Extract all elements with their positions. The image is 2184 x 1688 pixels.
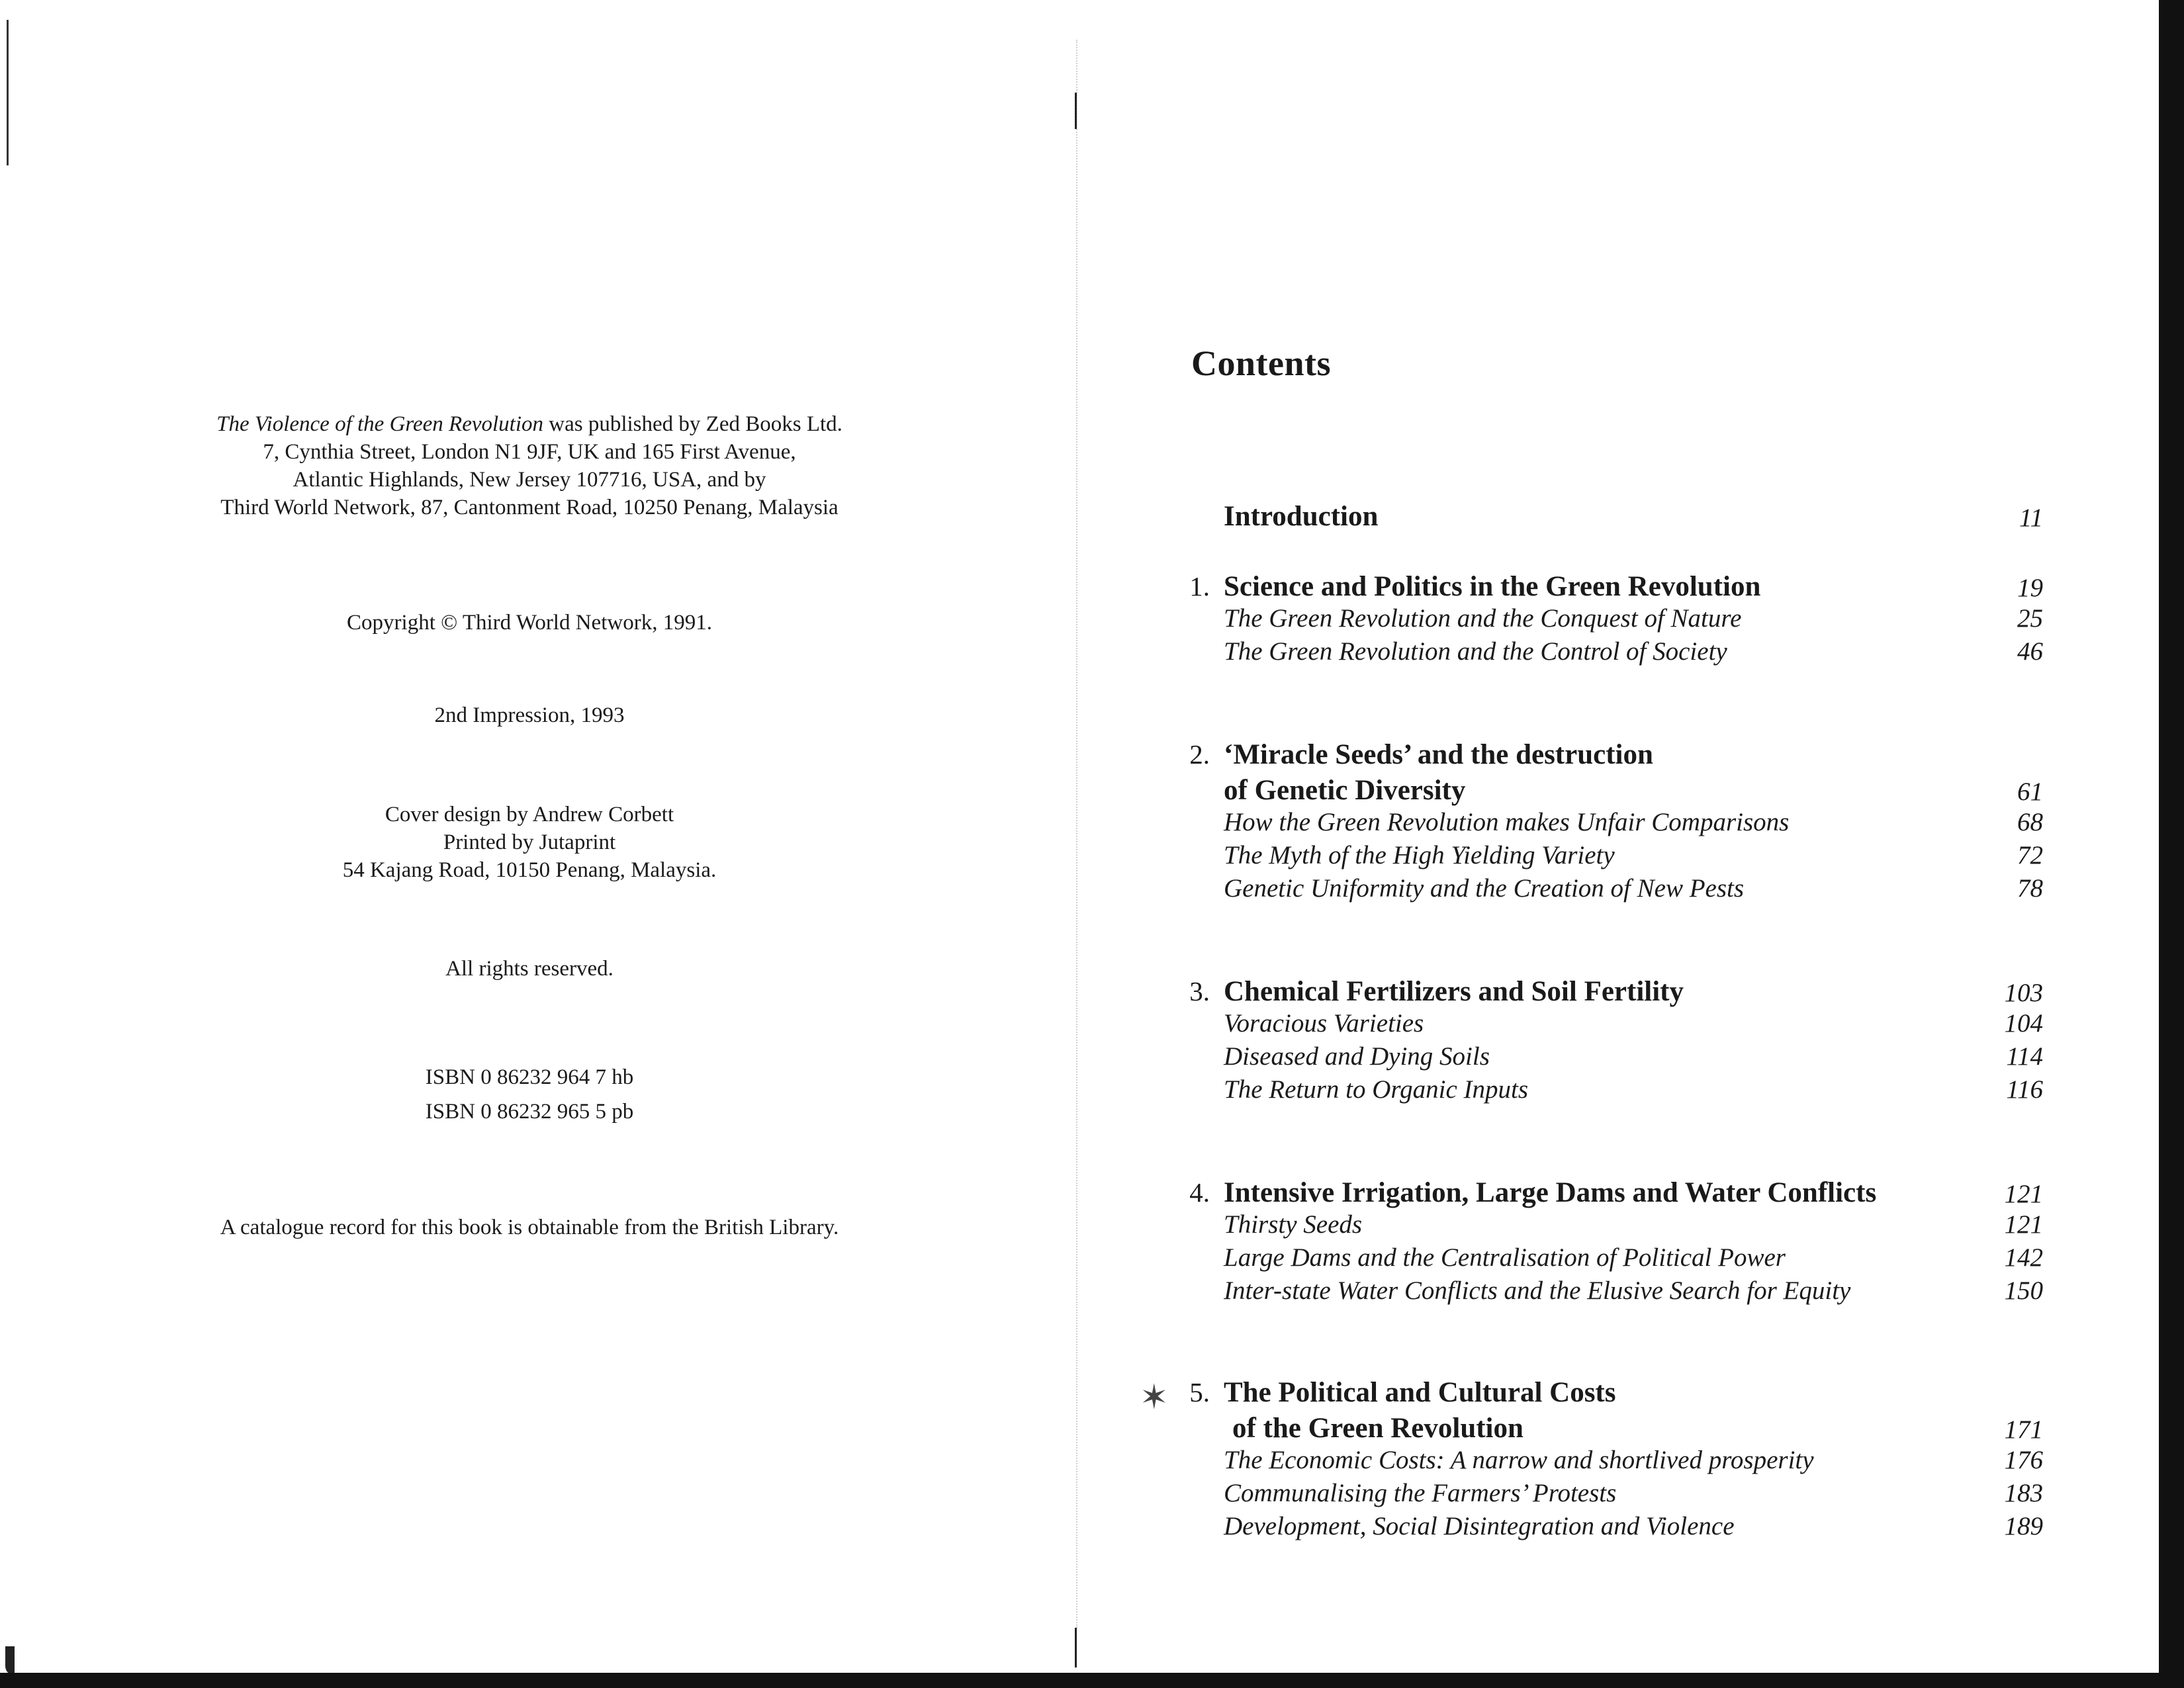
book-gutter-mark	[1075, 1628, 1077, 1667]
isbn-block	[132, 1060, 927, 1129]
toc-page-number: 121	[2004, 1210, 2043, 1239]
toc-section-title: Large Dams and the Centralisation of Political Power	[1224, 1243, 1786, 1272]
toc-section	[1178, 1276, 2052, 1309]
impression-note: 2nd Impression, 1993	[434, 703, 625, 727]
toc-section	[1178, 1511, 2052, 1544]
cover-printer-info	[132, 801, 927, 884]
toc-section-title: The Return to Organic Inputs	[1224, 1075, 1529, 1104]
book-gutter-mark	[1075, 93, 1077, 129]
toc-page-number: 171	[2004, 1415, 2043, 1444]
toc-page-number: 11	[2019, 504, 2043, 532]
publication-line: The Violence of the Green Revolution was published by Zed Books Ltd.	[216, 412, 842, 436]
handwritten-star-icon: ✶	[1140, 1379, 1169, 1417]
toc-page-number: 189	[2004, 1512, 2043, 1540]
toc-chapter-5	[1178, 1376, 2052, 1544]
toc-page-number: 19	[2017, 574, 2043, 602]
copyright-notice: Copyright © Third World Network, 1991.	[347, 611, 712, 635]
toc-chapter-title: The Political and Cultural Costs	[1224, 1377, 1616, 1408]
toc-chapter-number: 5.	[1189, 1377, 1210, 1407]
toc-section-title: Genetic Uniformity and the Creation of New Pests	[1224, 874, 1745, 903]
toc-page-number: 142	[2004, 1243, 2043, 1272]
toc-section-title: Diseased and Dying Soils	[1224, 1042, 1490, 1071]
isbn-line: ISBN 0 86232 965 5 pb	[425, 1100, 634, 1124]
toc-section	[1178, 1075, 2052, 1108]
publication-line: Third World Network, 87, Cantonment Road, 10250 Penang, Malaysia	[220, 496, 839, 519]
toc-page-number: 114	[2006, 1042, 2043, 1071]
isbn-line: ISBN 0 86232 964 7 hb	[425, 1065, 634, 1089]
toc-chapter-title: Intensive Irrigation, Large Dams and Water Conflicts	[1224, 1177, 1877, 1208]
toc-section-title: The Economic Costs: A narrow and shortlived prosperity	[1224, 1446, 1814, 1474]
toc-chapter-number: 3.	[1189, 976, 1210, 1006]
toc-page-number: 104	[2004, 1009, 2043, 1038]
toc-chapter-2	[1178, 738, 2052, 907]
toc-section-title: Inter-state Water Conflicts and the Elusive Search for Equity	[1224, 1276, 1851, 1305]
cover-line: 54 Kajang Road, 10150 Penang, Malaysia.	[342, 858, 717, 882]
publication-line: Atlantic Highlands, New Jersey 107716, USA, and by	[293, 468, 766, 492]
toc-page-number: 103	[2004, 979, 2043, 1007]
toc-chapter-title-cont: of the Green Revolution	[1232, 1413, 1524, 1444]
scan-edge-curl	[5, 1646, 15, 1675]
toc-section	[1178, 807, 2052, 840]
toc-page-number: 176	[2004, 1446, 2043, 1474]
toc-chapter-number: 1.	[1189, 571, 1210, 601]
cover-line: Cover design by Andrew Corbett	[385, 803, 674, 826]
toc-section	[1178, 1008, 2052, 1042]
toc-section-title: The Green Revolution and the Control of Society	[1224, 637, 1727, 666]
toc-section	[1178, 1445, 2052, 1478]
toc-introduction	[1178, 500, 2052, 533]
scan-edge-bottom	[0, 1673, 2184, 1688]
toc-chapter-title-cont: of Genetic Diversity	[1224, 775, 1466, 806]
toc-chapter-3	[1178, 975, 2052, 1108]
toc-section-title: Communalising the Farmers’ Protests	[1224, 1479, 1617, 1507]
toc-page-number: 150	[2004, 1276, 2043, 1305]
toc-section	[1178, 637, 2052, 670]
toc-section	[1178, 873, 2052, 907]
toc-page-number: 116	[2006, 1075, 2043, 1104]
toc-chapter-1	[1178, 570, 2052, 670]
publication-info	[132, 410, 927, 521]
book-gutter-dots	[1076, 40, 1077, 1628]
toc-chapter-title: Chemical Fertilizers and Soil Fertility	[1224, 976, 1684, 1007]
publication-line: 7, Cynthia Street, London N1 9JF, UK and 165 First Avenue,	[263, 440, 796, 464]
toc-section	[1178, 1210, 2052, 1243]
scan-edge-left	[7, 20, 9, 165]
toc-section-title: The Myth of the High Yielding Variety	[1224, 841, 1615, 869]
toc-chapter-4	[1178, 1177, 2052, 1309]
rights-notice: All rights reserved.	[445, 957, 614, 981]
toc-chapter-number: 2.	[1189, 739, 1210, 770]
cover-line: Printed by Jutaprint	[443, 830, 616, 854]
toc-chapter-title: Science and Politics in the Green Revolution	[1224, 571, 1761, 602]
toc-section	[1178, 1478, 2052, 1511]
toc-section	[1178, 1042, 2052, 1075]
toc-page-number: 78	[2017, 874, 2043, 903]
toc-section-title: Thirsty Seeds	[1224, 1210, 1363, 1239]
toc-section-title: Voracious Varieties	[1224, 1009, 1424, 1038]
toc-section	[1178, 603, 2052, 637]
toc-chapter-title: ‘Miracle Seeds’ and the destruction	[1224, 739, 1653, 770]
toc-section-title: The Green Revolution and the Conquest of Nature	[1224, 604, 1742, 633]
toc-page-number: 121	[2004, 1180, 2043, 1208]
toc-page-number: 183	[2004, 1479, 2043, 1507]
toc-page-number: 68	[2017, 808, 2043, 836]
toc-page-number: 61	[2017, 777, 2043, 806]
toc-section-title: How the Green Revolution makes Unfair Comparisons	[1224, 808, 1790, 836]
toc-chapter-number: 4.	[1189, 1177, 1210, 1208]
catalogue-note: A catalogue record for this book is obtainable from the British Library.	[220, 1216, 839, 1239]
toc-page-number: 25	[2017, 604, 2043, 633]
toc-page-number: 46	[2017, 637, 2043, 666]
toc-section	[1178, 840, 2052, 873]
toc-section	[1178, 1243, 2052, 1276]
contents-title: Contents	[1191, 343, 1332, 383]
toc-intro-label: Introduction	[1224, 501, 1379, 532]
scan-edge-right	[2159, 0, 2184, 1688]
toc-page-number: 72	[2017, 841, 2043, 869]
toc-section-title: Development, Social Disintegration and Violence	[1224, 1512, 1735, 1540]
